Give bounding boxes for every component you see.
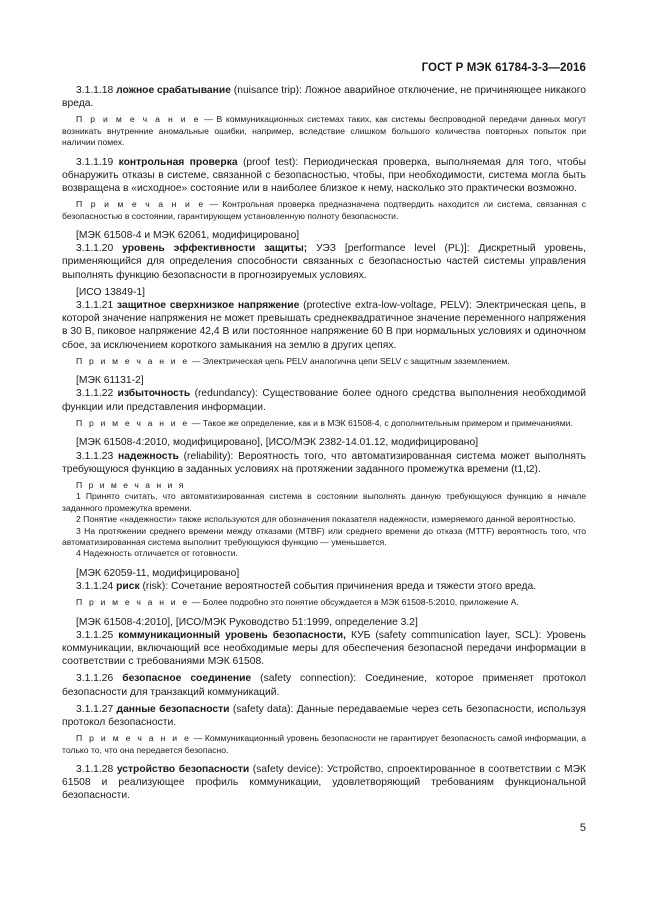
term-3-1-1-25: 3.1.1.25 коммуникационный уровень безопасности, КУБ (safety communication layer, SCL): Уровень коммуникации, включающий все необходимые меры для обеспечения безопасной передачи информации в соответствии с требованиями МЭК 61508. bbox=[62, 629, 586, 668]
reference-3-1-1-22: [МЭК 61508-4:2010, модифицировано], [ИСО/МЭК 2382-14.01.12, модифицировано] bbox=[76, 437, 479, 449]
note-item: 4 Надежность отличается от готовности. bbox=[76, 548, 238, 559]
term-3-1-1-28: 3.1.1.28 устройство безопасности (safety device): Устройство, спроектированное в соответствии с МЭК 61508 и реализующее профиль коммуникации, удовлетворяющий требованиям функциональной безопасности. bbox=[62, 764, 586, 802]
document-body bbox=[62, 84, 586, 807]
page-number: 5 bbox=[579, 822, 586, 834]
document-header: ГОСТ Р МЭК 61784-3-3—2016 bbox=[421, 62, 586, 74]
note-3-1-1-24: П р и м е ч а н и е — Более подробно это понятие обсуждается в МЭК 61508-5:2010, приложение А. bbox=[76, 597, 519, 608]
note-3-1-1-18: П р и м е ч а н и е — В коммуникационных системах таких, как системы беспроводной передачи данных могут возникать внутренние аномальные ошибки, например, вследствие слишком большого количества повторных попыток при наличии помех. bbox=[62, 114, 586, 148]
term-3-1-1-22: 3.1.1.22 избыточность (redundancy): Существование более одного средства выполнения необходимой функции или представления информации. bbox=[62, 388, 586, 413]
reference-3-1-1-21: [МЭК 61131-2] bbox=[76, 375, 144, 387]
note-3-1-1-19: П р и м е ч а н и е — Контрольная проверка предназначена подтвердить находится ли система, связанная с безопасностью в состоянии, гарантирующем установленную полноту безопасности. bbox=[62, 199, 586, 221]
term-3-1-1-24: 3.1.1.24 риск (risk): Сочетание вероятностей события причинения вреда и тяжести этого вреда. bbox=[76, 580, 537, 592]
term-3-1-1-20: 3.1.1.20 уровень эффективности защиты; УЭЗ [performance level (PL)]: Дискретный уровень, применяющийся для определения способности связанных с безопасностью частей системы управления выполнять функцию безопасности в прогнозируемых условиях. bbox=[62, 243, 586, 281]
note-3-1-1-21: П р и м е ч а н и е — Электрическая цепь PELV аналогична цепи SELV с защитным заземлением. bbox=[76, 355, 510, 366]
term-3-1-1-18: 3.1.1.18 ложное срабатывание (nuisance trip): Ложное аварийное отключение, не причиняющее никакого вреда. bbox=[62, 85, 586, 110]
term-3-1-1-26: 3.1.1.26 безопасное соединение (safety connection): Соединение, которое применяет протокол безопасности для транзакций коммуникаций. bbox=[62, 673, 586, 698]
notes-3-1-1-23 bbox=[62, 480, 586, 560]
term-3-1-1-27: 3.1.1.27 данные безопасности (safety data): Данные передаваемые через сеть безопасности, используя протокол безопасности. bbox=[62, 703, 586, 728]
reference-3-1-1-19: [МЭК 61508-4 и МЭК 62061, модифицировано] bbox=[76, 230, 300, 242]
note-3-1-1-22: П р и м е ч а н и е — Такое же определение, как и в МЭК 61508-4, с дополнительным примером и примечаниями. bbox=[76, 417, 573, 428]
term-3-1-1-19: 3.1.1.19 контрольная проверка (proof test): Периодическая проверка, выполняемая для того, чтобы обнаружить отказы в системе, связанной с безопасностью, чтобы, при необходимости, система могла быть возвращена в «исходное» состояние или в наиболее близкое к нему, насколько это практически возможно. bbox=[62, 156, 586, 195]
note-3-1-1-27: П р и м е ч а н и е — Коммуникационный уровень безопасности не гарантирует безопасность самой информации, а только то, что она передается безопасно. bbox=[62, 733, 587, 755]
reference-3-1-1-23: [МЭК 62059-11, модифицировано] bbox=[76, 567, 240, 579]
notes-heading: П р и м е ч а н и я bbox=[76, 479, 186, 490]
term-3-1-1-23: 3.1.1.23 надежность (reliability): Вероятность того, что автоматизированная система может выполнять требующуюся функцию в заданных условиях на протяжении заданного промежутка времени (t1,t2). bbox=[62, 450, 586, 475]
note-item: 3 На протяжении среднего времени между отказами (MTBF) или среднего времени до отказа (MTTF) вероятность того, что автоматизированная система выполнит требующуюся функцию — уменьшается. bbox=[62, 525, 586, 547]
reference-3-1-1-20: [ИСО 13849-1] bbox=[76, 286, 145, 298]
term-3-1-1-21: 3.1.1.21 защитное сверхнизкое напряжение (protective extra-low-voltage, PELV): Электрическая цепь, в которой значение напряжения не может превышать среднеквадратичное значение переменного напряжения в 30 В, пиковое напряжение 42,4 В или постоянное напряжение 60 В при нормальных условиях и одиночном сбое, за исключением короткого замыкания на землю в других цепях. bbox=[62, 300, 586, 351]
reference-3-1-1-24: [МЭК 61508-4:2010], [ИСО/МЭК Руководство 51:1999, определение 3.2] bbox=[76, 616, 418, 628]
note-item: 2 Понятие «надежности» также используются для обозначения показателя надежности, измеряемого данной вероятностью. bbox=[76, 514, 576, 525]
note-item: 1 Принято считать, что автоматизированная система в состоянии выполнять данную требующуюся функцию в начале заданного промежутка времени. bbox=[62, 491, 586, 513]
